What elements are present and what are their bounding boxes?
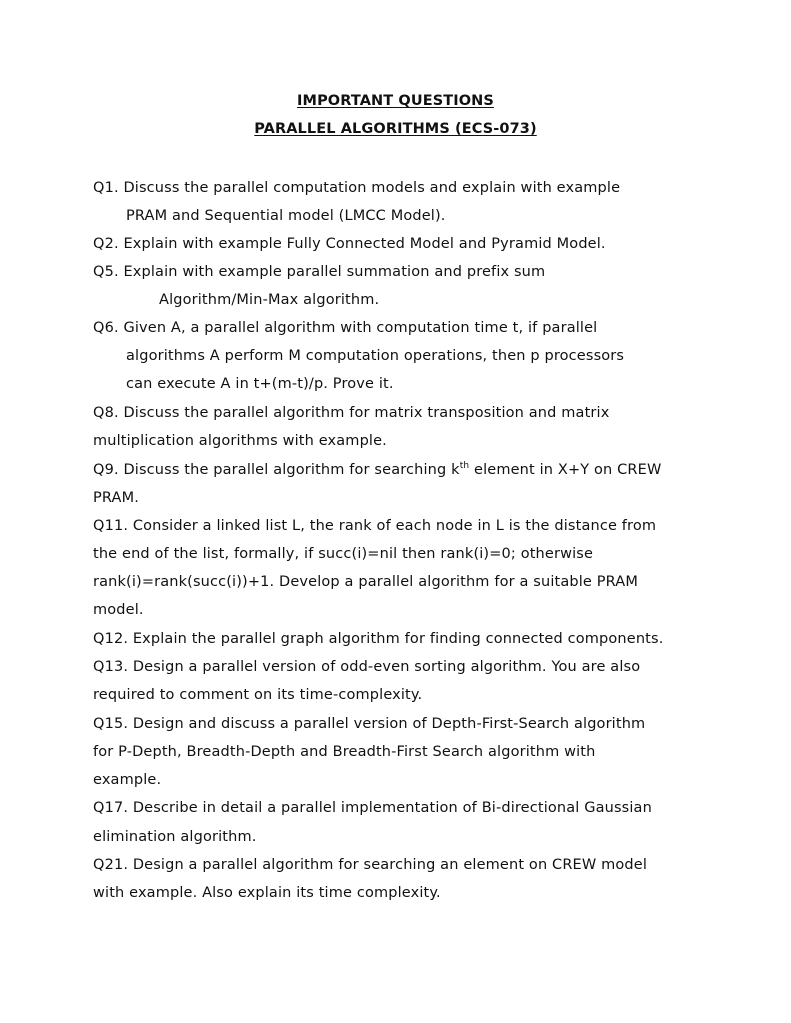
document-title: IMPORTANT QUESTIONS <box>297 93 494 109</box>
question-q1-line1: Q1. Discuss the parallel computation models and explain with example <box>93 180 621 196</box>
question-q9-line1-post: element in X+Y on CREW <box>469 462 662 478</box>
question-q9-line2: PRAM. <box>93 490 140 506</box>
question-q6-line2: algorithms A perform M computation operations, then p processors <box>126 348 625 364</box>
question-q6-line1: Q6. Given A, a parallel algorithm with computation time t, if parallel <box>93 320 598 336</box>
question-q11-line2: the end of the list, formally, if succ(i)=nil then rank(i)=0; otherwise <box>93 546 594 562</box>
superscript-th: th <box>459 461 470 471</box>
question-q9-line1-pre: Q9. Discuss the parallel algorithm for searching k <box>93 462 460 478</box>
question-q8-line1: Q8. Discuss the parallel algorithm for matrix transposition and matrix <box>93 405 610 421</box>
question-q21-line2: with example. Also explain its time complexity. <box>93 885 441 901</box>
document-subtitle: PARALLEL ALGORITHMS (ECS-073) <box>254 121 537 137</box>
question-q15-line3: example. <box>93 772 162 788</box>
question-q17-line1: Q17. Describe in detail a parallel implementation of Bi-directional Gaussian <box>93 800 652 816</box>
question-q11-line1: Q11. Consider a linked list L, the rank of each node in L is the distance from <box>93 518 657 534</box>
question-q11-line4: model. <box>93 602 144 618</box>
question-q15-line2: for P-Depth, Breadth-Depth and Breadth-First Search algorithm with <box>93 744 596 760</box>
question-q13-line1: Q13. Design a parallel version of odd-even sorting algorithm. You are also <box>93 659 641 675</box>
question-q8-line2: multiplication algorithms with example. <box>93 433 387 449</box>
question-q13-line2: required to comment on its time-complexity. <box>93 687 423 703</box>
question-q12-line1: Q12. Explain the parallel graph algorithm for finding connected components. <box>93 631 664 647</box>
question-q15-line1: Q15. Design and discuss a parallel version of Depth-First-Search algorithm <box>93 716 646 732</box>
question-q5-line2: Algorithm/Min-Max algorithm. <box>159 292 380 308</box>
question-q17-line2: elimination algorithm. <box>93 829 257 845</box>
question-q11-line3: rank(i)=rank(succ(i))+1. Develop a parallel algorithm for a suitable PRAM <box>93 574 638 590</box>
question-q6-line3: can execute A in t+(m-t)/p. Prove it. <box>126 376 394 392</box>
question-q9-line1 <box>93 460 661 482</box>
question-q5-line1: Q5. Explain with example parallel summation and prefix sum <box>93 264 546 280</box>
question-q21-line1: Q21. Design a parallel algorithm for searching an element on CREW model <box>93 857 647 873</box>
question-q2-line1: Q2. Explain with example Fully Connected Model and Pyramid Model. <box>93 236 606 252</box>
question-q1-line2: PRAM and Sequential model (LMCC Model). <box>126 208 446 224</box>
